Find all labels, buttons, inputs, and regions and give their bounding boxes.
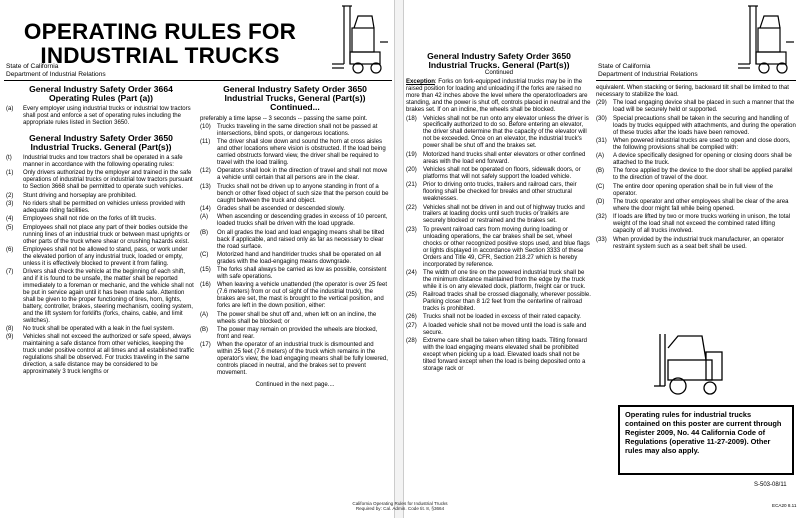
agency-label: State of California Department of Industrial Relations (6, 63, 106, 78)
rule-number: (23) (406, 226, 417, 233)
rule-text: Every employer using industrial trucks or industrial tow tractors shall post and enforce a set of operating rules including the appropriate rules listed in Section 3650. (23, 106, 191, 127)
left-page (0, 0, 394, 518)
rule-text: Grades shall be ascended or descended slowly. (217, 206, 345, 212)
continued-note: Continued in the next page.... (255, 382, 335, 389)
rule-item (6, 216, 196, 223)
left-column-2 (200, 85, 390, 389)
rule-number: (11) (200, 139, 211, 146)
rule-text: Trucks shall not be driven up to anyone standing in front of a bench or other fixed object of such size that the person could be caught between the truck and object. (217, 183, 389, 204)
section-heading: Industrial Trucks, General (Part(s)) Continued... (224, 93, 366, 113)
rule-item (6, 326, 196, 333)
rule-text: To prevent railroad cars from moving during loading or unloading operations, the car brakes shall be set, wheel chocks or other recognized positive stops used, and blue flags or lights displayed in accordance with Section 3333 of these Orders and Title 49, CFR, Section 218.27 which is hereby incorporated by reference. (423, 226, 590, 268)
rule-number: (14) (200, 206, 211, 212)
rule-list-3650-right (406, 116, 592, 373)
rule-number: (31) (596, 137, 607, 144)
rule-number: (t) (6, 155, 12, 162)
rule-list-3664 (6, 106, 196, 127)
rule-item (6, 201, 196, 215)
rule-number: (A) (596, 153, 605, 160)
rule-text: The power may remain on provided the wheels are blocked, front and rear. (217, 326, 378, 340)
rule-text: Extreme care shall be taken when tilting loads. Tilting forward with the load engaging means elevated shall be prohibited except when picking up a load. Elevated loads shall not be tilted forward except when the load is being deposited onto a storage rack or (423, 338, 588, 372)
rule-text: Special precautions shall be taken in the securing and handling of loads by trucks equipped with attachments, and during the operation of these trucks after the loads have been removed. (613, 115, 796, 136)
rule-text: No truck shall be operated with a leak in the fuel system. (23, 326, 175, 333)
section-heading: Industrial Trucks. General (Part(s)) (30, 141, 172, 152)
rule-item (6, 269, 196, 325)
rule-item (200, 184, 390, 205)
rule-item (406, 227, 592, 269)
rule-text: A loaded vehicle shall not be moved until the load is safe and secure. (423, 322, 587, 336)
rule-number: (3) (6, 200, 14, 207)
rule-number: (D) (596, 199, 605, 206)
rule-text: No riders shall be permitted on vehicles unless provided with adequate riding facilities. (23, 200, 186, 214)
rule-number: (20) (406, 166, 417, 173)
rule-item (200, 206, 390, 213)
rule-number: (19) (406, 151, 417, 158)
rule-list-3650-cont (200, 124, 390, 377)
rule-item (200, 139, 390, 167)
rule-number: (28) (406, 338, 417, 345)
rule-number: (27) (406, 322, 417, 329)
rule-number: (17) (200, 342, 211, 349)
rule-text: Employees shall not place any part of their bodies outside the running lines of an industrial truck or between mast uprights or other parts of the truck where shear or crushing hazards exist. (23, 224, 190, 245)
rule-number: (21) (406, 182, 417, 189)
rule-item (200, 124, 390, 138)
rule-item (6, 106, 196, 127)
rule-item (406, 323, 592, 337)
section-heading: General Industry Safety Order 3664 (29, 84, 173, 94)
rule-text: Vehicles shall not be run onto any elevator unless the driver is specifically authorized to do so. Before entering an elevator, the driver shall determine that the capacity of the elevator will not be exceeded. Once on an elevator, the industrial truck's power shall be shut off and the brakes set. (423, 115, 589, 150)
rule-number: (6) (6, 246, 14, 253)
forklift-icon (328, 2, 392, 80)
rule-text: Trucks shall not be loaded in excess of their rated capacity. (423, 314, 581, 321)
rule-number: (B) (596, 168, 605, 175)
rule-text: The entire door opening operation shall be in full view of the operator. (613, 183, 774, 197)
rule-item (200, 168, 390, 182)
section-subheading: Continued (484, 69, 514, 77)
rule-text: Motorized hand and hand/rider trucks shall be operated on all grades with the load-engaging means downgrade. (217, 251, 382, 265)
rule-text: Prior to driving onto trucks, trailers and railroad cars, their flooring shall be checked for breaks and other structural weaknesses. (423, 182, 577, 203)
header-divider-right (596, 80, 796, 81)
rule-item (596, 138, 796, 152)
rule-number: (B) (200, 326, 209, 333)
rule-text: When leaving a vehicle unattended (the operator is over 25 feet (7.6 meters) from or out of sight of the industrial truck), the brakes are set, the mast is brought to the vertical position, and forks are left in the down position, either: (217, 282, 388, 310)
left-column-1 (6, 85, 196, 378)
footer: California Operating Rules for Industrial Trucks Required by: Cal. Admin. Code tit. 8, §3664 (352, 501, 448, 512)
rule-text: When the operator of an industrial truck is dismounted and within 25 feet (7.6 meters) of the truck which remains in the operator's view, the load engaging means shall be fully lowered, controls placed in neutral, and the brakes set to prevent movement. (217, 342, 388, 377)
rule-item (596, 184, 796, 198)
rule-number: (a) (6, 106, 14, 113)
rule-list-3650-final (596, 100, 796, 250)
rule-item (6, 193, 196, 200)
notice-box: Operating rules for industrial trucks contained on this poster are current through Register 2009, No. 44 California Code of Regulations (operative 11-27-2009). Other rules may also apply. (618, 405, 794, 475)
section-heading: General Industry Safety Order 3650 (223, 84, 367, 94)
rule-item (406, 292, 592, 313)
rule-number: (8) (6, 326, 14, 333)
rule-number: (16) (200, 282, 211, 289)
rule-item (6, 247, 196, 268)
rule-item (200, 312, 390, 326)
rule-number: (13) (200, 183, 211, 190)
forklift-icon (654, 330, 728, 400)
rule-text: Vehicles shall not be driven in and out of highway trucks and trailers at loading docks until such trucks or trailers are securely blocked or restrained and the brakes set. (423, 204, 585, 225)
rule-text: The load engaging device shall be placed in such a manner that the load will be securely held or supported. (613, 100, 795, 114)
rule-text: Motorized hand trucks shall enter elevators or other confined areas with the load end forward. (423, 151, 586, 165)
right-page (404, 0, 800, 518)
rule-item (6, 155, 196, 169)
right-column-1 (406, 52, 592, 374)
rule-number: (5) (6, 224, 14, 231)
rule-number: (18) (406, 115, 417, 122)
rule-item (406, 167, 592, 181)
rule-text: When provided by the industrial truck manufacturer, an operator restraint system such as a seat belt shall be used. (613, 236, 784, 250)
rule-text: Drivers shall check the vehicle at the beginning of each shift, and if it is found to be unsafe, the matter shall be reported immediately to a foreman or mechanic, and the vehicle shall not be put in service again until it has been made safe. Attention shall be given to the proper functioning of tires, horn, lights, battery, controller, brakes, steering mechanism, cooling system, and the lift system for forklifts (forks, chains, cable, and limit switches). (23, 269, 194, 324)
rule-item (596, 100, 796, 114)
rule-item (406, 182, 592, 203)
rule-number: (2) (6, 192, 14, 199)
rule-item (596, 153, 796, 167)
rule-number: (30) (596, 115, 607, 122)
rule-text: The driver shall slow down and sound the horn at cross aisles and other locations where vision is obstructed. If the load being carried obstructs forward view, the driver shall be required to travel with the load trailing. (217, 139, 386, 167)
rule-item (406, 338, 592, 373)
section-heading: General Industry Safety Order 3650 (427, 51, 571, 61)
rule-text: The truck operator and other employees shall be clear of the area where the door might fall while being opened. (613, 199, 789, 212)
rule-item (406, 270, 592, 291)
rule-item (200, 252, 390, 266)
right-column-2 (596, 85, 796, 252)
rule-number: (A) (200, 311, 209, 318)
rule-text: A device specifically designed for opening or closing doors shall be attached to the truck. (613, 153, 792, 167)
rule-text: Industrial trucks and tow tractors shall be operated in a safe manner in accordance with the following operating rules: (23, 155, 183, 169)
rule-text: When ascending or descending grades in excess of 10 percent, loaded trucks shall be driven with the load upgrade. (217, 214, 388, 228)
rule-list-3650 (6, 155, 196, 376)
rule-number: (29) (596, 100, 607, 107)
rule-text: The power shall be shut off and, when left on an incline, the wheels shall be blocked; or (217, 311, 377, 325)
rule-text: If loads are lifted by two or more trucks working in unison, the total weight of the load shall not exceed the combined rated lifting capacity of all trucks involved. (613, 214, 791, 235)
rule-text: Employees shall not ride on the forks of lift trucks. (23, 216, 157, 223)
rule-item (596, 199, 796, 213)
rule-item (406, 116, 592, 151)
page-gutter (394, 0, 404, 518)
form-code: S-503-08/11 (754, 482, 787, 488)
rule-item (200, 214, 390, 228)
rule-number: (32) (596, 214, 607, 221)
section-heading: Operating Rules (Part (a)) (48, 93, 154, 104)
rule-number: (12) (200, 168, 211, 175)
exception-paragraph: Exception: Forks on fork-equipped industrial trucks may be in the raised position for loading and unloading if the forks are raised no more than 42 inches above the level where the operator/loaders are standing, and the power is shut off, controls placed in neutral and the brakes set. If on an incline, the wheels shall be blocked. (406, 79, 591, 114)
rule-text: Operators shall look in the direction of travel and shall not move a vehicle until certain that all persons are in the clear. (217, 168, 388, 182)
rule-text: Only drivers authorized by the employer and trained in the safe operations of industrial trucks or industrial tow tractors pursuant to Section 3668 shall be permitted to operate such vehicles. (23, 170, 193, 191)
rule-number: (22) (406, 204, 417, 211)
rule-item (6, 170, 196, 191)
rule-item (596, 168, 796, 182)
section-heading: General Industry Safety Order 3650 (29, 132, 173, 143)
rule-number: (15) (200, 267, 211, 274)
rule-number: (B) (200, 229, 209, 236)
rule-number: (1) (6, 170, 14, 177)
rule-number: (25) (406, 292, 417, 299)
rule-text: Trucks traveling in the same direction shall not be passed at intersections, blind spots, or dangerous locations. (217, 123, 378, 137)
footer-code: ECA20 8.11 (772, 503, 797, 508)
rule-number: (7) (6, 269, 14, 276)
rule-text: Stunt driving and horseplay are prohibited. (23, 192, 137, 199)
rule-number: (A) (200, 214, 209, 221)
rule-number: (24) (406, 269, 417, 276)
rule-item (200, 327, 390, 341)
rule-item (596, 214, 796, 235)
rule-text: Employees shall not be allowed to stand, pass, or work under the elevated portion of any industrial truck, loaded or empty, unless it is effectively blocked to prevent it from falling. (23, 246, 188, 267)
header-divider (4, 80, 392, 81)
section-heading: Industrial Trucks. General (Part(s)) (428, 60, 570, 71)
continued-text: preferably a time lapse -- 3 seconds -- passing the same point. (200, 115, 368, 122)
rule-item (6, 334, 196, 376)
rule-number: (26) (406, 314, 417, 321)
rule-text: The forks shall always be carried as low as possible, consistent with safe operations. (217, 267, 387, 281)
rule-text: Vehicles shall not be operated on floors, sidewalk doors, or platforms that will not safely support the loaded vehicle. (423, 166, 581, 180)
rule-text: The width of one tire on the powered industrial truck shall be the minimum distance maintained from the edge by the truck while it is on any elevated dock, platform, freight car or truck. (423, 269, 586, 290)
rule-text: The force applied by the device to the door shall be applied parallel to the direction of travel of the door. (613, 168, 793, 182)
rule-item (200, 230, 390, 251)
rule-text: When powered industrial trucks are used to open and close doors, the following provisions shall be complied with: (613, 137, 791, 151)
rule-item (596, 116, 796, 137)
agency-label-right: State of California Department of Industrial Relations (598, 63, 698, 78)
rule-item (406, 314, 592, 321)
rule-item (406, 205, 592, 226)
rule-item (6, 225, 196, 246)
forklift-icon (734, 2, 798, 80)
rule-text: On all grades the load and load engaging means shall be tilted back if applicable, and raised only as far as necessary to clear the road surface. (217, 229, 385, 250)
poster-title: OPERATING RULES FOR INDUSTRIAL TRUCKS (23, 19, 297, 68)
rule-number: (C) (200, 251, 209, 258)
rule-item (200, 342, 390, 377)
rule-number: (9) (6, 334, 14, 341)
rule-number: (10) (200, 123, 211, 130)
rule-number: (33) (596, 236, 607, 243)
rule-number: (4) (6, 216, 14, 223)
rule-item (200, 267, 390, 281)
continued-text: equivalent. When stacking or tiering, backward tilt shall be limited to that necessary to stabilize the load. (596, 85, 789, 98)
rule-text: Railroad tracks shall be crossed diagonally, wherever possible. Parking closer than 8 1/2 feet from the centerline of railroad tracks is prohibited. (423, 292, 591, 313)
rule-item (406, 152, 592, 166)
rule-text: Vehicles shall not exceed the authorized or safe speed, always maintaining a safe distance from other vehicles, keeping the truck under positive control at all times and all established traffic regulations shall be observed. For trucks traveling in the same direction, a safe distance may be considered to be approximately 3 truck lengths or (23, 334, 194, 376)
rule-item (200, 282, 390, 310)
rule-item (596, 237, 796, 251)
rule-number: (C) (596, 183, 605, 190)
